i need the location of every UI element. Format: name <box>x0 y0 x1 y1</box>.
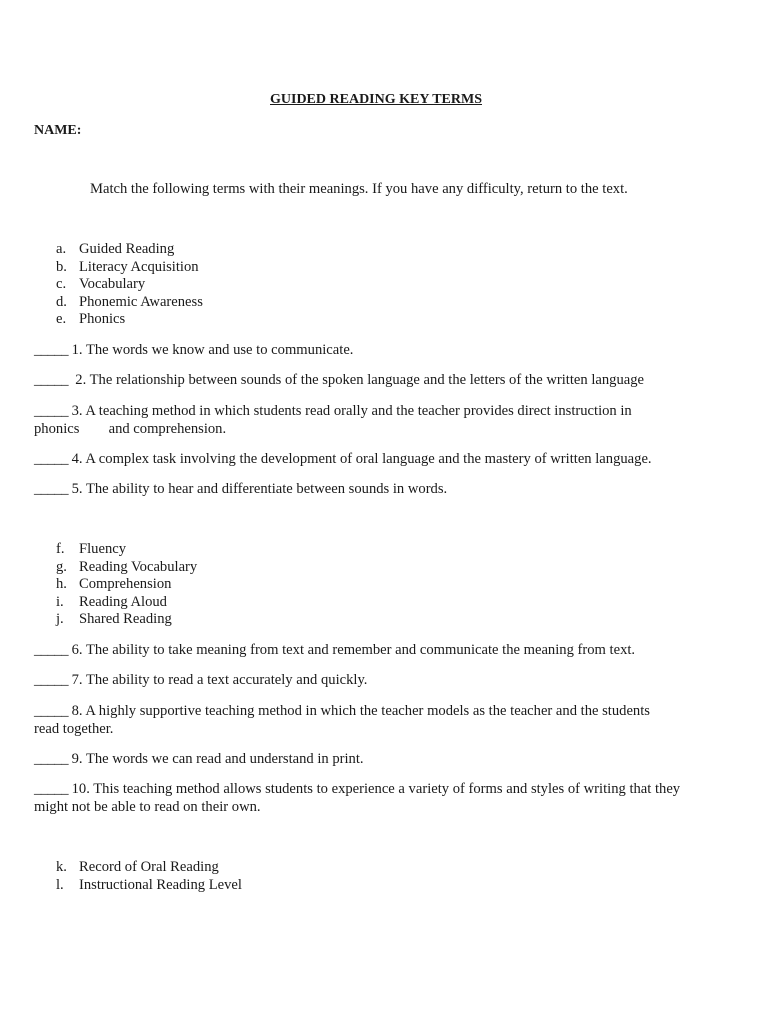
question-3-continuation: phonics and comprehension. <box>34 421 227 437</box>
term-letter: a. <box>56 241 67 257</box>
answer-blank[interactable]: _____ <box>34 342 68 358</box>
question-text: 5. The ability to hear and differentiate between sounds in words. <box>67 481 448 497</box>
term-letter: h. <box>56 576 67 592</box>
question-2 <box>34 372 744 390</box>
answer-blank[interactable]: _____ <box>34 703 68 719</box>
instructions-text: Match the following terms with their meanings. If you have any difficulty, return to the text. <box>90 181 628 197</box>
answer-blank[interactable]: _____ <box>34 481 68 497</box>
question-text: 2. The relationship between sounds of the spoken language and the letters of the written language <box>67 372 645 388</box>
question-6 <box>34 642 744 660</box>
term-letter: j. <box>56 611 64 627</box>
answer-blank[interactable]: _____ <box>34 672 68 688</box>
term-letter: f. <box>56 541 65 557</box>
document-title: GUIDED READING KEY TERMS <box>270 92 482 107</box>
term-letter: g. <box>56 558 67 575</box>
answer-blank[interactable]: _____ <box>34 372 68 388</box>
term-text: Instructional Reading Level <box>79 876 242 893</box>
question-text: 8. A highly supportive teaching method in which the teacher models as the teacher and the students <box>67 703 650 719</box>
question-text: 7. The ability to read a text accurately and quickly. <box>67 672 368 688</box>
term-text: Guided Reading <box>79 241 175 257</box>
term-letter: k. <box>56 859 67 875</box>
question-text: 10. This teaching method allows students to experience a variety of forms and styles of writing that they <box>67 781 681 797</box>
term-text: Comprehension <box>79 576 172 592</box>
question-4 <box>34 451 744 469</box>
question-10-continuation: might not be able to read on their own. <box>34 799 261 815</box>
name-label: NAME: <box>34 123 82 138</box>
question-7 <box>34 672 744 690</box>
question-text: 4. A complex task involving the development of oral language and the mastery of written language. <box>67 451 652 467</box>
answer-blank[interactable]: _____ <box>34 751 68 767</box>
answer-blank[interactable]: _____ <box>34 642 68 658</box>
question-1 <box>34 342 744 360</box>
answer-blank[interactable]: _____ <box>34 451 68 467</box>
question-9 <box>34 751 744 769</box>
term-text: Phonemic Awareness <box>79 293 203 310</box>
question-5 <box>34 481 744 499</box>
question-3 <box>34 403 744 421</box>
term-text: Record of Oral Reading <box>79 859 219 875</box>
term-text: Reading Vocabulary <box>79 558 198 575</box>
question-8 <box>34 703 744 721</box>
term-letter: e. <box>56 311 67 327</box>
answer-blank[interactable]: _____ <box>34 403 68 419</box>
term-letter: d. <box>56 293 67 310</box>
term-text: Literacy Acquisition <box>79 258 199 275</box>
term-text: Phonics <box>79 311 126 327</box>
term-letter: l. <box>56 876 64 893</box>
term-text: Reading Aloud <box>79 593 167 610</box>
term-letter: b. <box>56 258 67 275</box>
question-text: 1. The words we know and use to communicate. <box>67 342 354 358</box>
term-letter: i. <box>56 593 64 610</box>
term-text: Shared Reading <box>79 611 172 627</box>
question-text: 3. A teaching method in which students read orally and the teacher provides direct instruction in <box>67 403 632 419</box>
question-text: 6. The ability to take meaning from text and remember and communicate the meaning from text. <box>67 642 636 658</box>
answer-blank[interactable]: _____ <box>34 781 68 797</box>
term-text: Vocabulary <box>79 276 146 292</box>
question-8-continuation: read together. <box>34 721 114 737</box>
question-10 <box>34 781 744 799</box>
question-text: 9. The words we can read and understand in print. <box>67 751 364 767</box>
term-letter: c. <box>56 276 67 292</box>
term-text: Fluency <box>79 541 127 557</box>
